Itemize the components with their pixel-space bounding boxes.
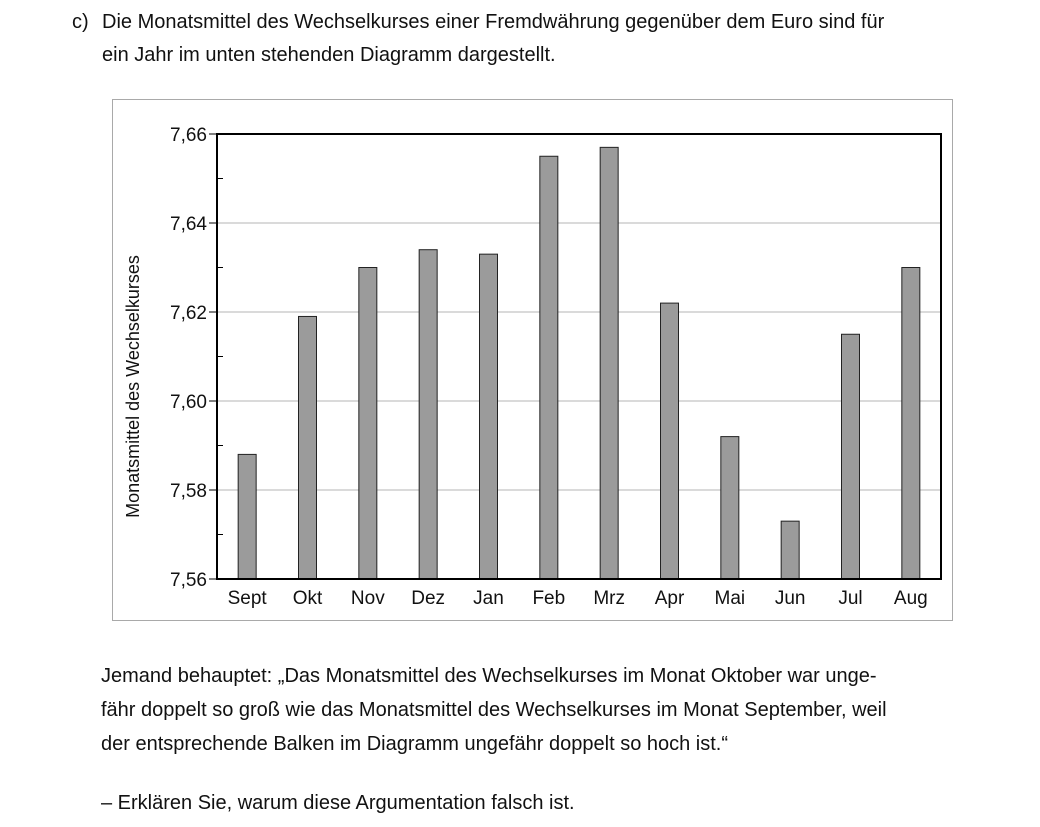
- bar-mrz: [600, 147, 618, 579]
- bar-jul: [842, 334, 860, 579]
- bar-apr: [661, 303, 679, 579]
- bar-feb: [540, 156, 558, 579]
- x-tick-label: Nov: [350, 588, 385, 609]
- x-tick-label: Mrz: [593, 588, 625, 609]
- plot-frame: [217, 134, 941, 579]
- bar-nov: [359, 268, 377, 580]
- y-axis-label: Monatsmittel des Wechselkurses: [123, 255, 143, 518]
- y-tick-label: 7,64: [170, 214, 207, 235]
- y-tick-label: 7,58: [170, 481, 207, 502]
- x-tick-label: Sept: [227, 588, 267, 609]
- x-tick-label: Feb: [532, 588, 566, 609]
- bar-jan: [480, 254, 498, 579]
- claim-line-3: der entsprechende Balken im Diagramm ungefähr doppelt so hoch ist.“: [101, 733, 729, 755]
- x-tick-label: Okt: [292, 588, 323, 609]
- task-intro-line-1: Die Monatsmittel des Wechselkurses einer Fremdwährung gegenüber dem Euro sind für: [102, 11, 885, 33]
- bar-aug: [902, 268, 920, 580]
- x-tick-label: Jan: [473, 588, 504, 609]
- claim-line-2: fähr doppelt so groß wie das Monatsmittel des Wechselkurses im Monat September, weil: [101, 699, 887, 721]
- task-intro-line-2: ein Jahr im unten stehenden Diagramm dargestellt.: [102, 44, 556, 66]
- y-tick-label: 7,60: [170, 392, 207, 413]
- task-label: c): [72, 11, 89, 33]
- bar-sept: [238, 454, 256, 579]
- bar-dez: [419, 250, 437, 579]
- bar-jun: [781, 521, 799, 579]
- x-tick-label: Mai: [714, 588, 746, 609]
- x-tick-label: Jul: [838, 588, 863, 609]
- x-tick-label: Aug: [893, 588, 928, 609]
- bar-mai: [721, 437, 739, 579]
- x-tick-label: Dez: [411, 588, 446, 609]
- claim-paragraph: [101, 659, 1001, 761]
- x-tick-label: Apr: [654, 588, 685, 609]
- bar-okt: [299, 316, 317, 579]
- y-tick-label: 7,62: [170, 303, 207, 324]
- bar-chart: [113, 100, 954, 622]
- x-tick-label: Jun: [774, 588, 806, 609]
- question-item: – Erklären Sie, warum diese Argumentation falsch ist.: [101, 792, 575, 814]
- y-tick-label: 7,66: [170, 125, 207, 146]
- claim-line-1: Jemand behauptet: „Das Monatsmittel des Wechselkurses im Monat Oktober war unge-: [101, 665, 877, 687]
- task-intro-text: [102, 6, 1002, 72]
- y-tick-label: 7,56: [170, 570, 207, 591]
- chart-figure: [112, 99, 953, 621]
